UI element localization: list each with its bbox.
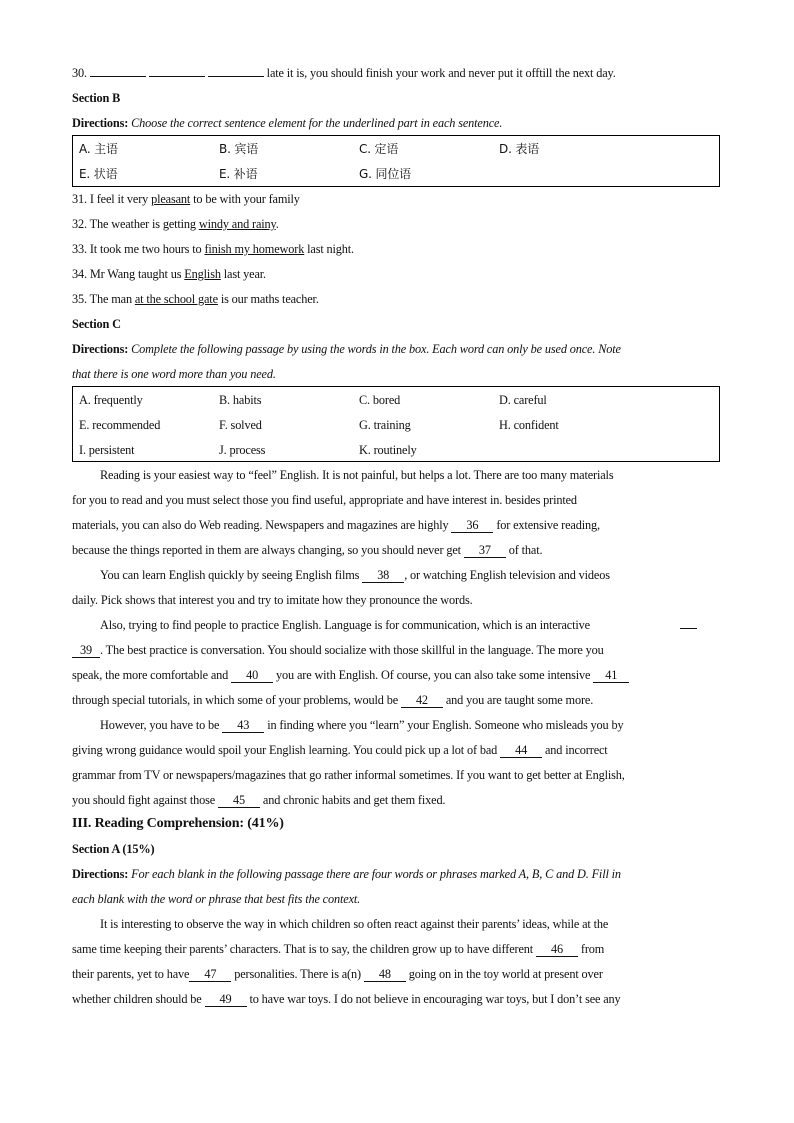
- blank-45[interactable]: 45: [218, 794, 260, 808]
- question-text: 34. Mr Wang taught us: [72, 267, 185, 281]
- part3-directions: [72, 866, 621, 882]
- passage-text: in finding where you “learn” your English. Someone who misleads you by: [264, 718, 624, 732]
- blank-39-start: [680, 617, 697, 633]
- directions-text: Choose the correct sentence element for the underlined part in each sentence.: [131, 116, 503, 130]
- underlined-part: finish my homework: [204, 242, 305, 256]
- section-b-title: Section B: [72, 91, 121, 105]
- underlined-part: windy and rainy: [198, 217, 276, 231]
- answer-blank[interactable]: [149, 76, 205, 77]
- passage-text: and you are taught some more.: [442, 693, 594, 707]
- question-text: .: [275, 217, 279, 231]
- word-option: H. confident: [499, 418, 559, 432]
- passage-line: [72, 667, 629, 683]
- question-34: [72, 266, 266, 282]
- question-30: [72, 65, 616, 81]
- word-option: I. persistent: [79, 443, 135, 457]
- blank-47[interactable]: 47: [189, 968, 231, 982]
- section-b-directions: [72, 115, 502, 131]
- passage-line: [72, 742, 608, 758]
- directions-text: Complete the following passage by using the words in the box. Each word can only be used once. Note: [131, 342, 621, 356]
- passage-line: [72, 517, 600, 533]
- part3-directions-cont: each blank with the word or phrase that best fits the context.: [72, 892, 361, 906]
- blank-39[interactable]: 39: [72, 644, 100, 658]
- blank-41[interactable]: 41: [593, 669, 629, 683]
- passage-text: their parents, yet to have: [72, 967, 190, 981]
- question-31: [72, 191, 300, 207]
- sentence-element-options-box: [72, 135, 720, 187]
- question-text: 32. The weather is getting: [72, 217, 199, 231]
- passage-text: . The best practice is conversation. You should socialize with those skillful in the language. The more you: [100, 643, 604, 657]
- directions-label: Directions:: [72, 342, 129, 356]
- passage-text: you are with English. Of course, you can also take some intensive: [273, 668, 594, 682]
- word-option: A. frequently: [79, 393, 143, 407]
- passage-line: [72, 941, 604, 957]
- passage-text: of that.: [505, 543, 543, 557]
- passage-text: giving wrong guidance would spoil your English learning. You could pick up a lot of bad: [72, 743, 501, 757]
- section-c-directions-cont: that there is one word more than you need.: [72, 367, 276, 381]
- passage-line: [72, 792, 445, 808]
- directions-label: Directions:: [72, 116, 129, 130]
- passage-line: daily. Pick shows that interest you and try to imitate how they pronounce the words.: [72, 593, 473, 607]
- passage-line: [100, 717, 623, 733]
- blank-36[interactable]: 36: [451, 519, 493, 533]
- passage-line: [72, 692, 593, 708]
- blank-48[interactable]: 48: [364, 968, 406, 982]
- question-text: late it is, you should finish your work and never put it offtill the next day.: [266, 66, 616, 80]
- passage-text: to have war toys. I do not believe in encouraging war toys, but I don’t see any: [246, 992, 621, 1006]
- passage-text: from: [577, 942, 605, 956]
- passage-line: for you to read and you must select those you find useful, appropriate and have interest in. besides printed: [72, 493, 577, 507]
- question-text: 35. The man: [72, 292, 135, 306]
- option-c: C. 定语: [359, 142, 399, 156]
- question-text: 33. It took me two hours to: [72, 242, 205, 256]
- word-option: J. process: [219, 443, 266, 457]
- reading-comprehension-title: III. Reading Comprehension: (41%): [72, 816, 284, 831]
- passage-text: materials, you can also do Web reading. Newspapers and magazines are highly: [72, 518, 452, 532]
- passage-line: [100, 567, 610, 583]
- passage-line: [72, 991, 621, 1007]
- option-b: B. 宾语: [219, 142, 259, 156]
- word-option: K. routinely: [359, 443, 417, 457]
- passage-text: However, you have to be: [100, 718, 223, 732]
- question-text: is our maths teacher.: [217, 292, 319, 306]
- passage-text: and incorrect: [542, 743, 608, 757]
- question-number: 30.: [72, 66, 87, 80]
- option-g: G. 同位语: [359, 167, 412, 181]
- word-option: C. bored: [359, 393, 401, 407]
- option-e: E. 状语: [79, 167, 118, 181]
- word-option: E. recommended: [79, 418, 161, 432]
- answer-blank[interactable]: [208, 76, 264, 77]
- question-text: 31. I feel it very: [72, 192, 152, 206]
- question-text: last year.: [220, 267, 266, 281]
- passage-text: through special tutorials, in which some of your problems, would be: [72, 693, 401, 707]
- underlined-part: pleasant: [151, 192, 191, 206]
- question-33: [72, 241, 354, 257]
- word-bank-box: [72, 386, 720, 462]
- passage-line: [72, 642, 604, 658]
- passage-text: speak, the more comfortable and: [72, 668, 232, 682]
- option-d: D. 表语: [499, 142, 540, 156]
- passage-line: [100, 617, 590, 633]
- passage-line: [72, 542, 542, 558]
- option-a: A. 主语: [79, 142, 118, 156]
- passage-text: You can learn English quickly by seeing English films: [100, 568, 363, 582]
- section-c-directions: [72, 341, 621, 357]
- passage-text: you should fight against those: [72, 793, 218, 807]
- blank-42[interactable]: 42: [401, 694, 443, 708]
- underlined-part: at the school gate: [134, 292, 218, 306]
- word-option: F. solved: [219, 418, 262, 432]
- answer-blank[interactable]: [90, 76, 146, 77]
- blank-line: [680, 628, 697, 629]
- question-text: last night.: [304, 242, 354, 256]
- blank-38[interactable]: 38: [362, 569, 404, 583]
- blank-49[interactable]: 49: [205, 993, 247, 1007]
- blank-37[interactable]: 37: [464, 544, 506, 558]
- word-option: G. training: [359, 418, 411, 432]
- passage-text: because the things reported in them are always changing, so you should never get: [72, 543, 464, 557]
- passage-text: for extensive reading,: [493, 518, 600, 532]
- directions-text: For each blank in the following passage there are four words or phrases marked A, B, C and D. Fill in: [131, 867, 621, 881]
- passage-line: grammar from TV or newspapers/magazines that go rather informal sometimes. If you want to get better at English,: [72, 768, 625, 782]
- passage-text: Also, trying to find people to practice English. Language is for communication, which is an interactive: [100, 618, 590, 632]
- question-35: [72, 291, 319, 307]
- passage-text: and chronic habits and get them fixed.: [259, 793, 446, 807]
- passage-line: It is interesting to observe the way in which children so often react against their parents’ ideas, while at the: [100, 917, 609, 931]
- passage-text: , or watching English television and videos: [404, 568, 610, 582]
- passage-text: whether children should be: [72, 992, 205, 1006]
- blank-43[interactable]: 43: [222, 719, 264, 733]
- passage-text: personalities. There is a(n): [231, 967, 364, 981]
- passage-line: Reading is your easiest way to “feel” English. It is not painful, but helps a lot. There are too many materials: [100, 468, 614, 482]
- passage-text: going on in the toy world at present over: [405, 967, 603, 981]
- option-e2: E. 补语: [219, 167, 258, 181]
- section-c-title: Section C: [72, 317, 121, 331]
- blank-40[interactable]: 40: [231, 669, 273, 683]
- word-option: B. habits: [219, 393, 262, 407]
- passage-text: same time keeping their parents’ characters. That is to say, the children grow up to have different: [72, 942, 536, 956]
- passage-line: [72, 966, 603, 982]
- section-a-title: Section A (15%): [72, 842, 155, 856]
- underlined-part: English: [184, 267, 221, 281]
- question-text: to be with your family: [190, 192, 300, 206]
- directions-label: Directions:: [72, 867, 129, 881]
- blank-46[interactable]: 46: [536, 943, 578, 957]
- blank-44[interactable]: 44: [500, 744, 542, 758]
- word-option: D. careful: [499, 393, 547, 407]
- question-32: [72, 216, 279, 232]
